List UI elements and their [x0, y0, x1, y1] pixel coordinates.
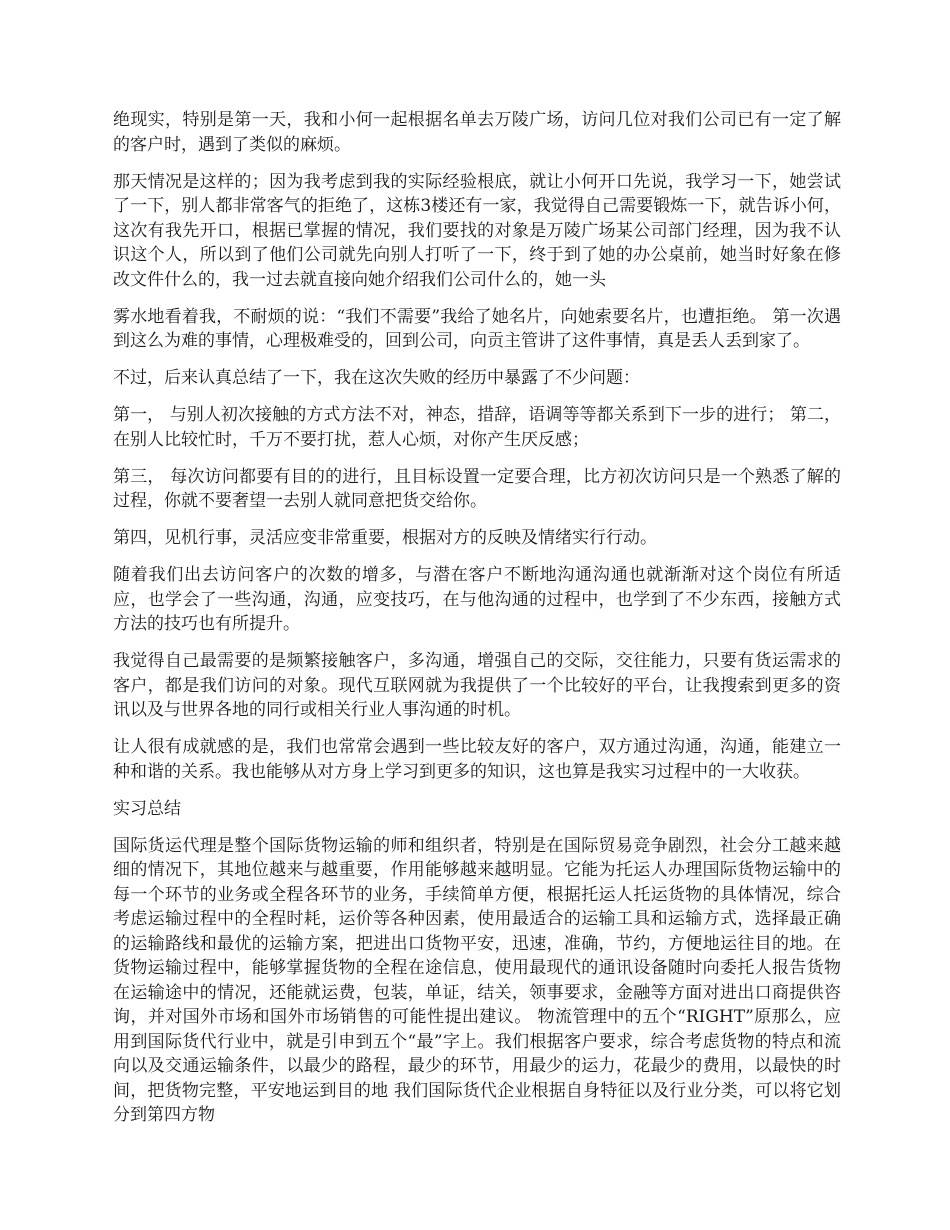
- paragraph-first-visit-story: 那天情况是这样的；因为我考虑到我的实际经验根底，就让小何开口先说，我学习一下，她尝试了一下，别人都非常客气的拒绝了，这栋3楼还有一家，我觉得自己需要锻炼一下，就告诉小何，这次有我先开口，根据已掌握的情况，我们要找的对象是万陵广场某公司部门经理，因为我不认识这个人，所以到了他们公司就先向别人打听了一下，终于到了她的办公桌前，她当时好象在修改文件什么的，我一过去就直接向她介绍我们公司什么的，她一头: [113, 171, 841, 290]
- paragraph-adaptation: 随着我们出去访问客户的次数的增多，与潜在客户不断地沟通沟通也就渐渐对这个岗位有所适应，也学会了一些沟通，沟通，应变技巧，在与他沟通的过程中，也学到了不少东西，接触方式方法的技巧也有所提升。: [113, 565, 841, 634]
- paragraph-lessons-one-two: 第一， 与别人初次接触的方式方法不对，神态，措辞，语调等等都关系到下一步的进行； 第二， 在别人比较忙时，千万不要打扰，惹人心烦，对你产生厌反感；: [113, 405, 841, 450]
- paragraph-rejection: 雾水地看着我，不耐烦的说：“我们不需要”我给了她名片，向她索要名片，也遭拒绝。 第一次遇到这么为难的事情，心理极难受的，回到公司，向贡主管讲了这件事情，真是丢人丢到家了。: [113, 306, 841, 351]
- document-body: [113, 108, 841, 1140]
- paragraph-freight-forwarding-summary: 国际货运代理是整个国际货物运输的师和组织者，特别是在国际贸易竞争剧烈，社会分工越来越细的情况下，其地位越来与越重要，作用能够越来越明显。它能为托运人办理国际货物运输中的每一个环节的业务或全程各环节的业务，手续简单方便，根据托运人托运货物的具体情况，综合考虑运输过程中的全程时耗，运价等各种因素，使用最适合的运输工具和运输方式，选择最正确的运输路线和最优的运输方案，把进出口货物平安，迅速，准确，节约，方便地运往目的地。在货物运输过程中，能够掌握货物的全程在途信息，使用最现代的通讯设备随时向委托人报告货物在运输途中的情况，还能就运费，包装，单证，结关，领事要求，金融等方面对进出口商提供咨询，并对国外市场和国外市场销售的可能性提出建议。 物流管理中的五个“RIGHT”原那么，应用到国际货代行业中，就是引申到五个“最”字上。我们根据客户要求，综合考虑货物的特点和流向以及交通运输条件，以最少的路程，最少的环节，用最少的运力，花最少的费用，以最快的时间，把货物完整，平安地运到目的地 我们国际货代企业根据自身特征以及行业分类，可以将它划分到第四方物: [113, 835, 841, 1125]
- paragraph-achievement: 让人很有成就感的是，我们也常常会遇到一些比较友好的客户，双方通过沟通，沟通，能建立一种和谐的关系。我也能够从对方身上学习到更多的知识，这也算是我实习过程中的一大收获。: [113, 737, 841, 782]
- paragraph-contact-customers: 我觉得自己最需要的是频繁接触客户，多沟通，增强自己的交际，交往能力，只要有货运需求的客户，都是我们访问的对象。现代互联网就为我提供了一个比较好的平台，让我搜索到更多的资讯以及与世界各地的同行或相关行业人事沟通的时机。: [113, 651, 841, 720]
- paragraph-lesson-four: 第四，见机行事，灵活应变非常重要，根据对方的反映及情绪实行行动。: [113, 528, 657, 548]
- paragraph-customer-visit-intro: 绝现实，特别是第一天，我和小何一起根据名单去万陵广场，访问几位对我们公司已有一定了解的客户时，遇到了类似的麻烦。: [113, 110, 841, 155]
- section-heading-internship-summary: 实习总结: [113, 798, 181, 819]
- paragraph-lesson-three: 第三， 每次访问都要有目的的进行，且目标设置一定要合理，比方初次访问只是一个熟悉了解的过程，你就不要奢望一去别人就同意把货交给你。: [113, 466, 841, 511]
- paragraph-lessons-intro: 不过，后来认真总结了一下，我在这次失败的经历中暴露了不少问题：: [113, 368, 640, 388]
